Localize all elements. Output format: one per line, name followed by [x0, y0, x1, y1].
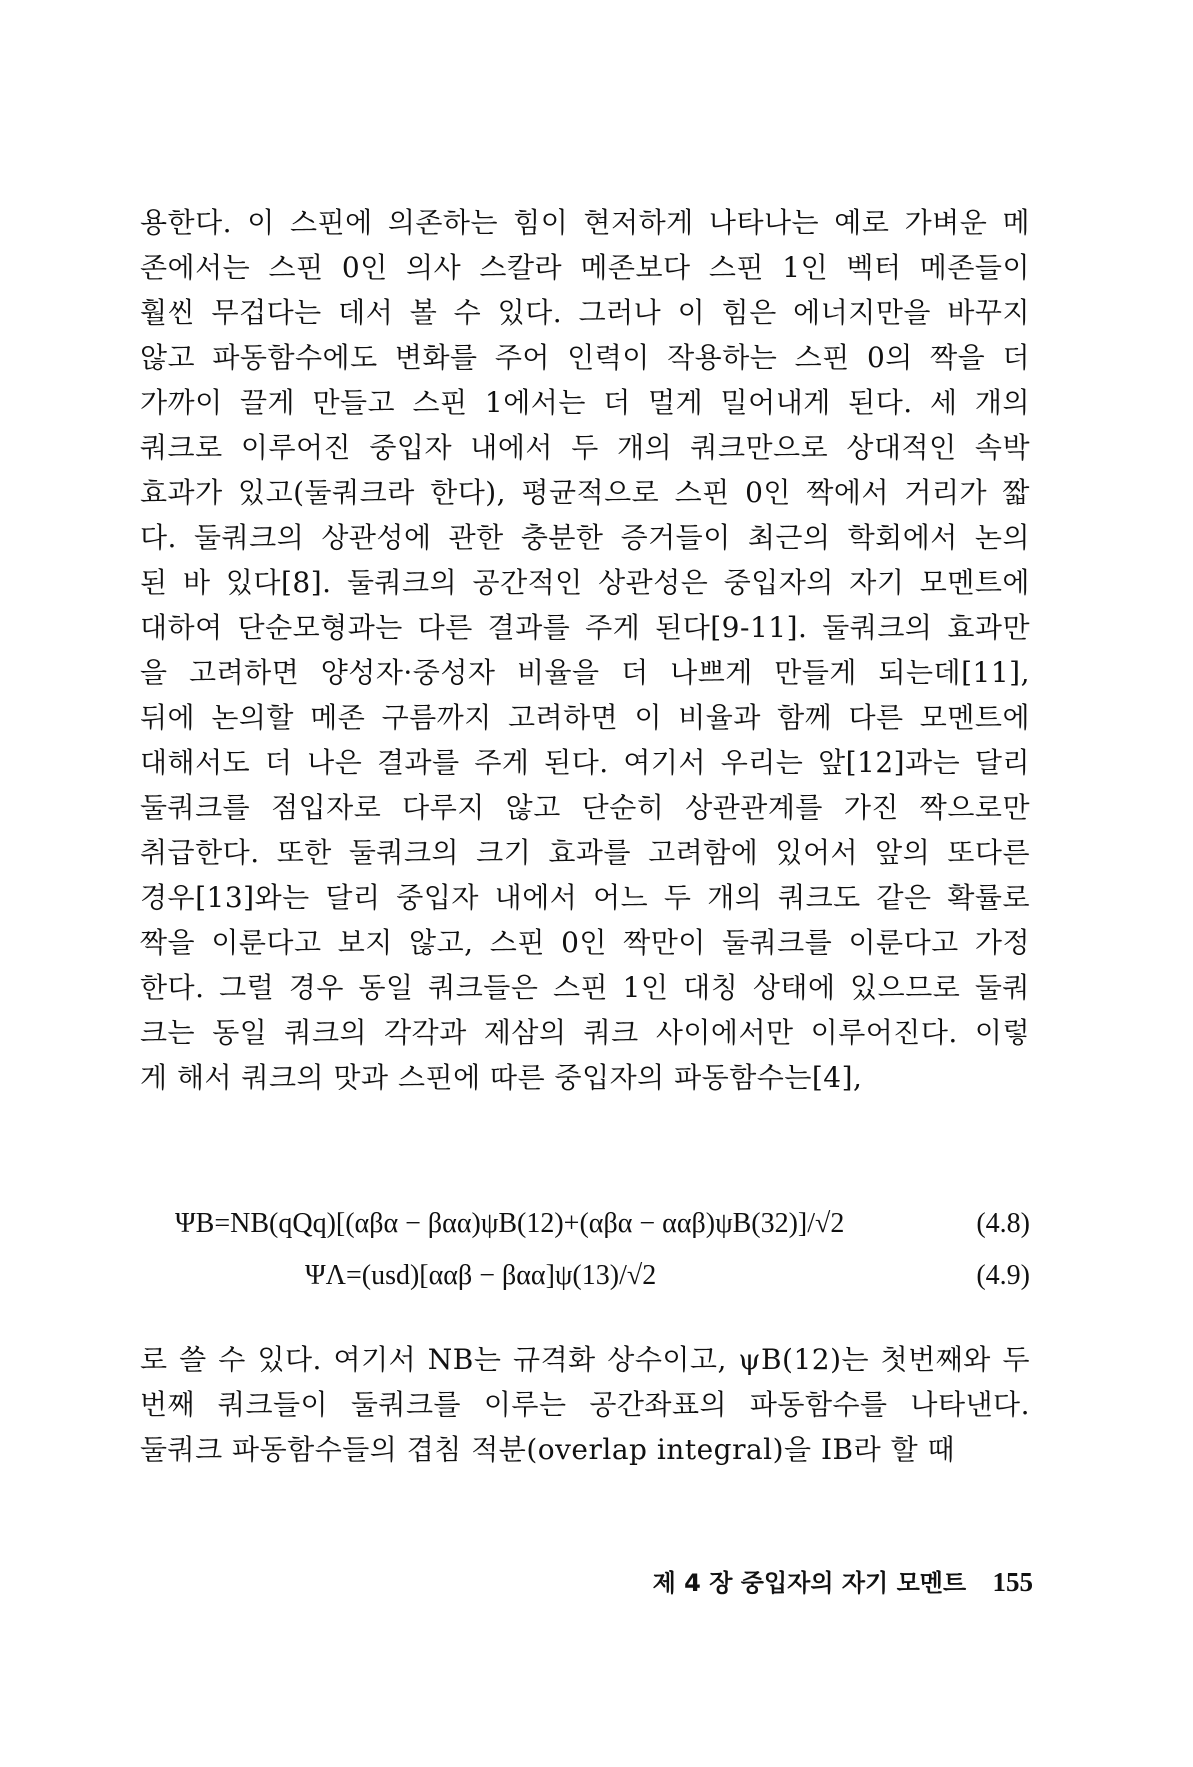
equations	[140, 1198, 1030, 1302]
equation: ΨB=NB(qQq)[(αβα − βαα)ψB(12)+(αβα − ααβ)ψB(32)]/√2	[175, 1208, 845, 1239]
text-line: 가까이 끌게 만들고 스핀 1에서는 더 멀게 밀어내게 된다. 세 개의	[140, 386, 1030, 419]
text-line: 효과가 있고(둘쿼크라 한다), 평균적으로 스핀 0인 짝에서 거리가 짧	[140, 476, 1030, 509]
text-line: 둘쿼크 파동함수들의 겹침 적분(overlap integral)을 IB라 할 때	[140, 1433, 956, 1466]
text-line: 크는 동일 쿼크의 각각과 제삼의 쿼크 사이에서만 이루어진다. 이렇	[140, 1016, 1030, 1049]
page-number: 155	[992, 1567, 1033, 1597]
text-line: 게 해서 쿼크의 맛과 스핀에 따른 중입자의 파동함수는[4],	[140, 1061, 863, 1094]
text-line: 용한다. 이 스핀에 의존하는 힘이 현저하게 나타나는 예로 가벼운 메	[140, 206, 1030, 239]
text-line: 대하여 단순모형과는 다른 결과를 주게 된다[9-11]. 둘쿼크의 효과만	[140, 611, 1030, 644]
page-footer	[653, 1563, 1033, 1598]
text-line: 로 쓸 수 있다. 여기서 NB는 규격화 상수이고, ψB(12)는 첫번째와 두	[140, 1343, 1030, 1376]
text-line: 한다. 그럴 경우 동일 쿼크들은 스핀 1인 대칭 상태에 있으므로 둘쿼	[140, 971, 1030, 1004]
text-line: 존에서는 스핀 0인 의사 스칼라 메존보다 스핀 1인 벡터 메존들이	[140, 251, 1030, 284]
text-line: 쿼크로 이루어진 중입자 내에서 두 개의 쿼크만으로 상대적인 속박	[140, 431, 1030, 464]
text-line: 대해서도 더 나은 결과를 주게 된다. 여기서 우리는 앞[12]과는 달리	[140, 746, 1030, 779]
body-text-continued	[140, 1337, 1030, 1472]
text-line: 을 고려하면 양성자·중성자 비율을 더 나쁘게 만들게 되는데[11],	[140, 656, 1030, 689]
equation-number: (4.8)	[976, 1208, 1030, 1239]
text-line: 짝을 이룬다고 보지 않고, 스핀 0인 짝만이 둘쿼크를 이룬다고 가정	[140, 926, 1030, 959]
text-line: 경우[13]와는 달리 중입자 내에서 어느 두 개의 쿼크도 같은 확률로	[140, 881, 1030, 914]
text-line: 다. 둘쿼크의 상관성에 관한 충분한 증거들이 최근의 학회에서 논의	[140, 521, 1030, 554]
text-line: 뒤에 논의할 메존 구름까지 고려하면 이 비율과 함께 다른 모멘트에	[140, 701, 1030, 734]
equation-number: (4.9)	[976, 1260, 1030, 1291]
equation: ΨΛ=(usd)[ααβ − βαα]ψ(13)/√2	[305, 1260, 657, 1291]
chapter-title: 제 4 장 중입자의 자기 모멘트	[652, 1569, 967, 1597]
text-line: 훨씬 무겁다는 데서 볼 수 있다. 그러나 이 힘은 에너지만을 바꾸지	[140, 296, 1030, 329]
text-line: 된 바 있다[8]. 둘쿼크의 공간적인 상관성은 중입자의 자기 모멘트에	[140, 566, 1030, 599]
text-line: 않고 파동함수에도 변화를 주어 인력이 작용하는 스핀 0의 짝을 더	[140, 341, 1030, 374]
text-line: 취급한다. 또한 둘쿼크의 크기 효과를 고려함에 있어서 앞의 또다른	[140, 836, 1030, 869]
equation-row	[140, 1250, 1030, 1302]
text-line: 둘쿼크를 점입자로 다루지 않고 단순히 상관관계를 가진 짝으로만	[140, 791, 1030, 824]
text-line: 번째 쿼크들이 둘쿼크를 이루는 공간좌표의 파동함수를 나타낸다.	[140, 1388, 1030, 1421]
body-text	[140, 200, 1030, 1100]
equation-row	[140, 1198, 1030, 1250]
